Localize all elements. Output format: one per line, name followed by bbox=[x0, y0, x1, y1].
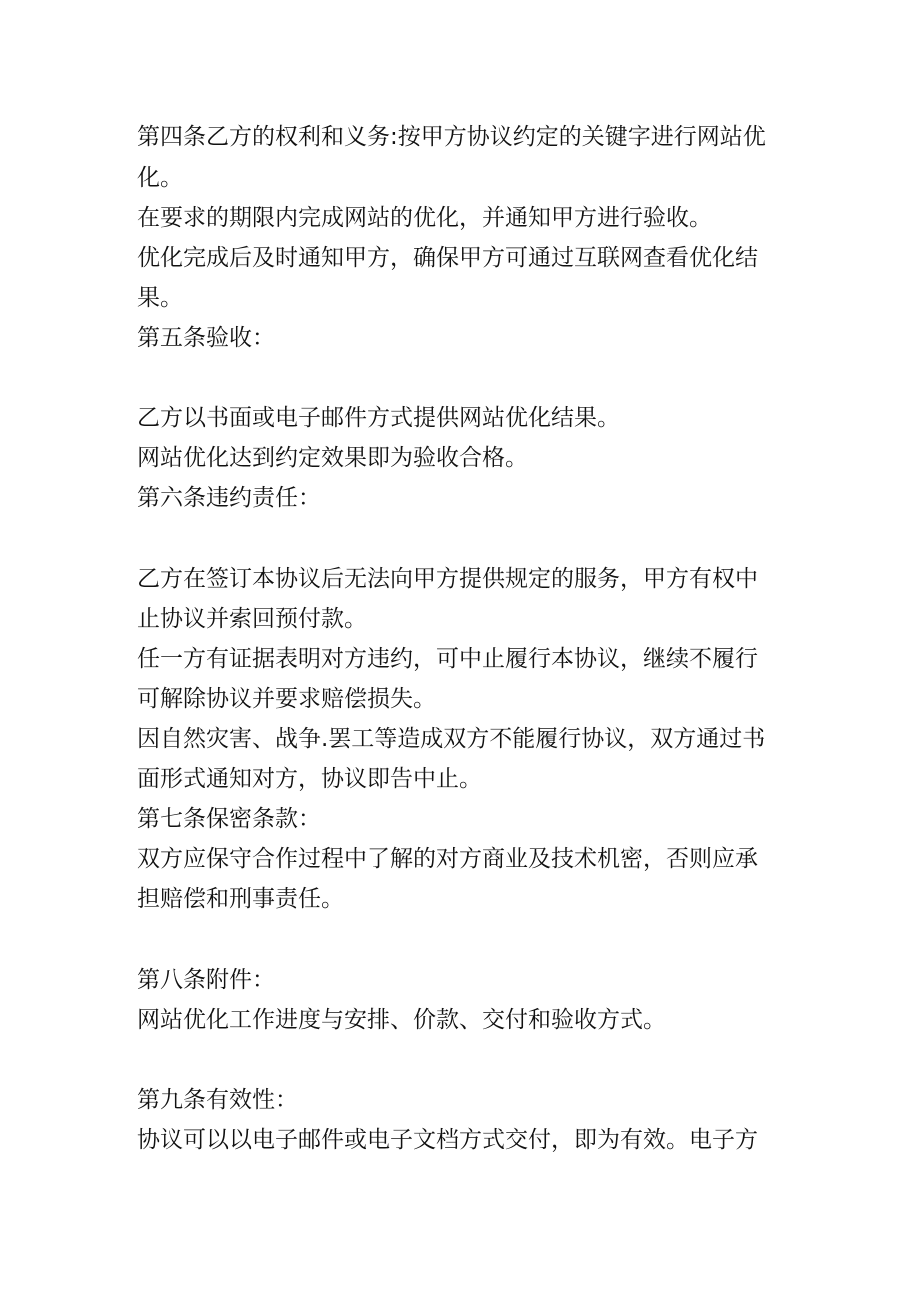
text-line: 乙方在签订本协议后无法向甲方提供规定的服务，甲方有权中 bbox=[137, 566, 758, 592]
section-heading: 第六条违约责任： bbox=[137, 485, 321, 511]
text-line: 果。 bbox=[137, 285, 183, 311]
text-line: 双方应保守合作过程中了解的对方商业及技术机密，否则应承 bbox=[137, 846, 758, 872]
text-line: 网站优化达到约定效果即为验收合格。 bbox=[137, 445, 528, 471]
text-line: 在要求的期限内完成网站的优化，并通知甲方进行验收。 bbox=[137, 205, 712, 231]
text-line: 面形式通知对方，协议即告中止。 bbox=[137, 766, 482, 792]
text-line: 网站优化工作进度与安排、价款、交付和验收方式。 bbox=[137, 1007, 666, 1033]
section-heading: 第五条验收： bbox=[137, 325, 275, 351]
text-line: 优化完成后及时通知甲方，确保甲方可通过互联网查看优化结 bbox=[137, 245, 758, 271]
text-line: 任一方有证据表明对方违约，可中止履行本协议，继续不履行 bbox=[137, 646, 758, 672]
text-line: 因自然灾害、战争.罢工等造成双方不能履行协议，双方通过书 bbox=[137, 726, 766, 752]
section-heading: 第九条有效性： bbox=[137, 1087, 298, 1113]
text-line: 可解除协议并要求赔偿损失。 bbox=[137, 686, 436, 712]
section-heading: 第七条保密条款： bbox=[137, 806, 321, 832]
text-line: 止协议并索回预付款。 bbox=[137, 606, 367, 632]
text-line: 乙方以书面或电子邮件方式提供网站优化结果。 bbox=[137, 405, 620, 431]
section-heading: 第八条附件： bbox=[137, 967, 275, 993]
text-line: 第四条乙方的权利和义务:按甲方协议约定的关键字进行网站优 bbox=[137, 124, 766, 150]
text-line: 担赔偿和刑事责任。 bbox=[137, 886, 344, 912]
text-line: 协议可以以电子邮件或电子文档方式交付，即为有效。电子方 bbox=[137, 1127, 758, 1153]
text-line: 化。 bbox=[137, 165, 183, 191]
